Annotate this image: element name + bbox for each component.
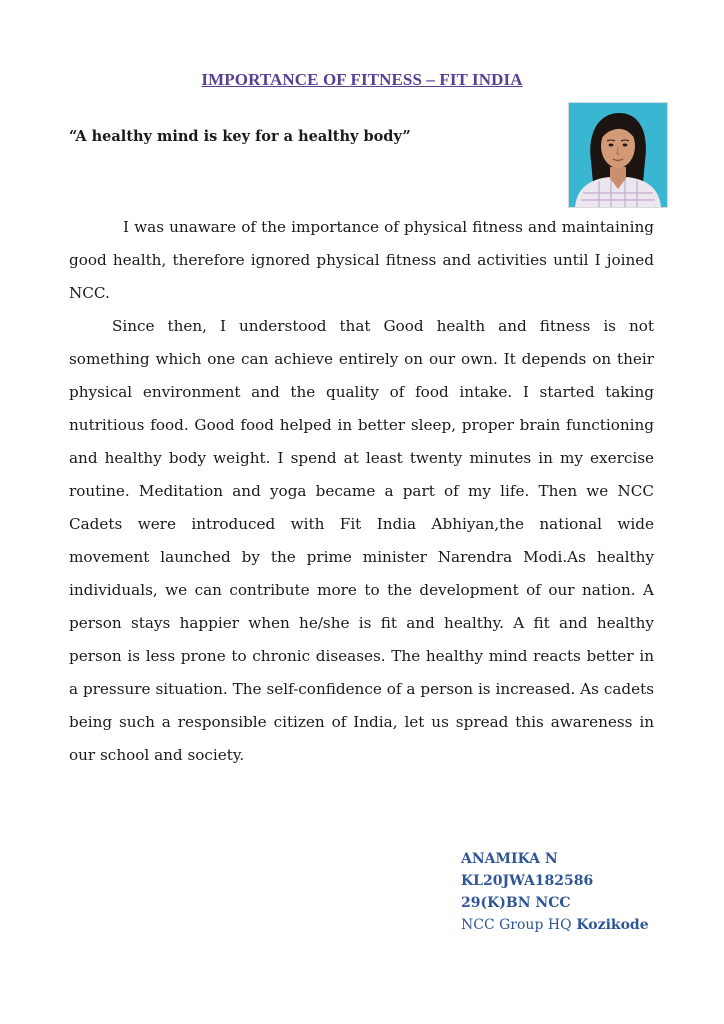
group-hq-prefix: NCC Group HQ (461, 917, 572, 933)
paragraph-2: Since then, I understood that Good health and fitness is not something which one can achieve entirely on our own. It depends on their physical environment and the quality of food intake. I started taking nutritious food. Good food helped in better sleep, proper brain functioning and healthy body weight. I spend at least twenty minutes in my exercise routine. Meditation and yoga became a part of my life. Then we NCC Cadets were introduced with Fit India Abhiyan,the national wide movement launched by the prime minister Narendra Modi.As healthy individuals, we can contribute more to the development of our nation. A person stays happier when he/she is fit and healthy. A fit and healthy person is less prone to chronic diseases. The healthy mind reacts better in a pressure situation. The self-confidence of a person is increased. As cadets being such a responsible citizen of India, let us spread this awareness in our school and society. (69, 317, 654, 764)
paragraph-1: I was unaware of the importance of physical fitness and maintaining good health, therefore ignored physical fitness and activities until I joined NCC. (69, 218, 654, 302)
essay-body (69, 211, 654, 772)
quote: “A healthy mind is key for a healthy body” (69, 128, 411, 145)
portrait-photo (568, 102, 668, 208)
signature-block (461, 848, 649, 936)
group-hq-city: Kozikode (576, 917, 649, 933)
cadet-id: KL20JWA182586 (461, 873, 594, 889)
document-title: IMPORTANCE OF FITNESS – FIT INDIA (201, 70, 523, 89)
portrait-photo-icon (569, 103, 667, 207)
unit-name: 29(K)BN NCC (461, 895, 571, 911)
author-name: ANAMIKA N (461, 851, 558, 867)
group-hq (461, 914, 649, 936)
